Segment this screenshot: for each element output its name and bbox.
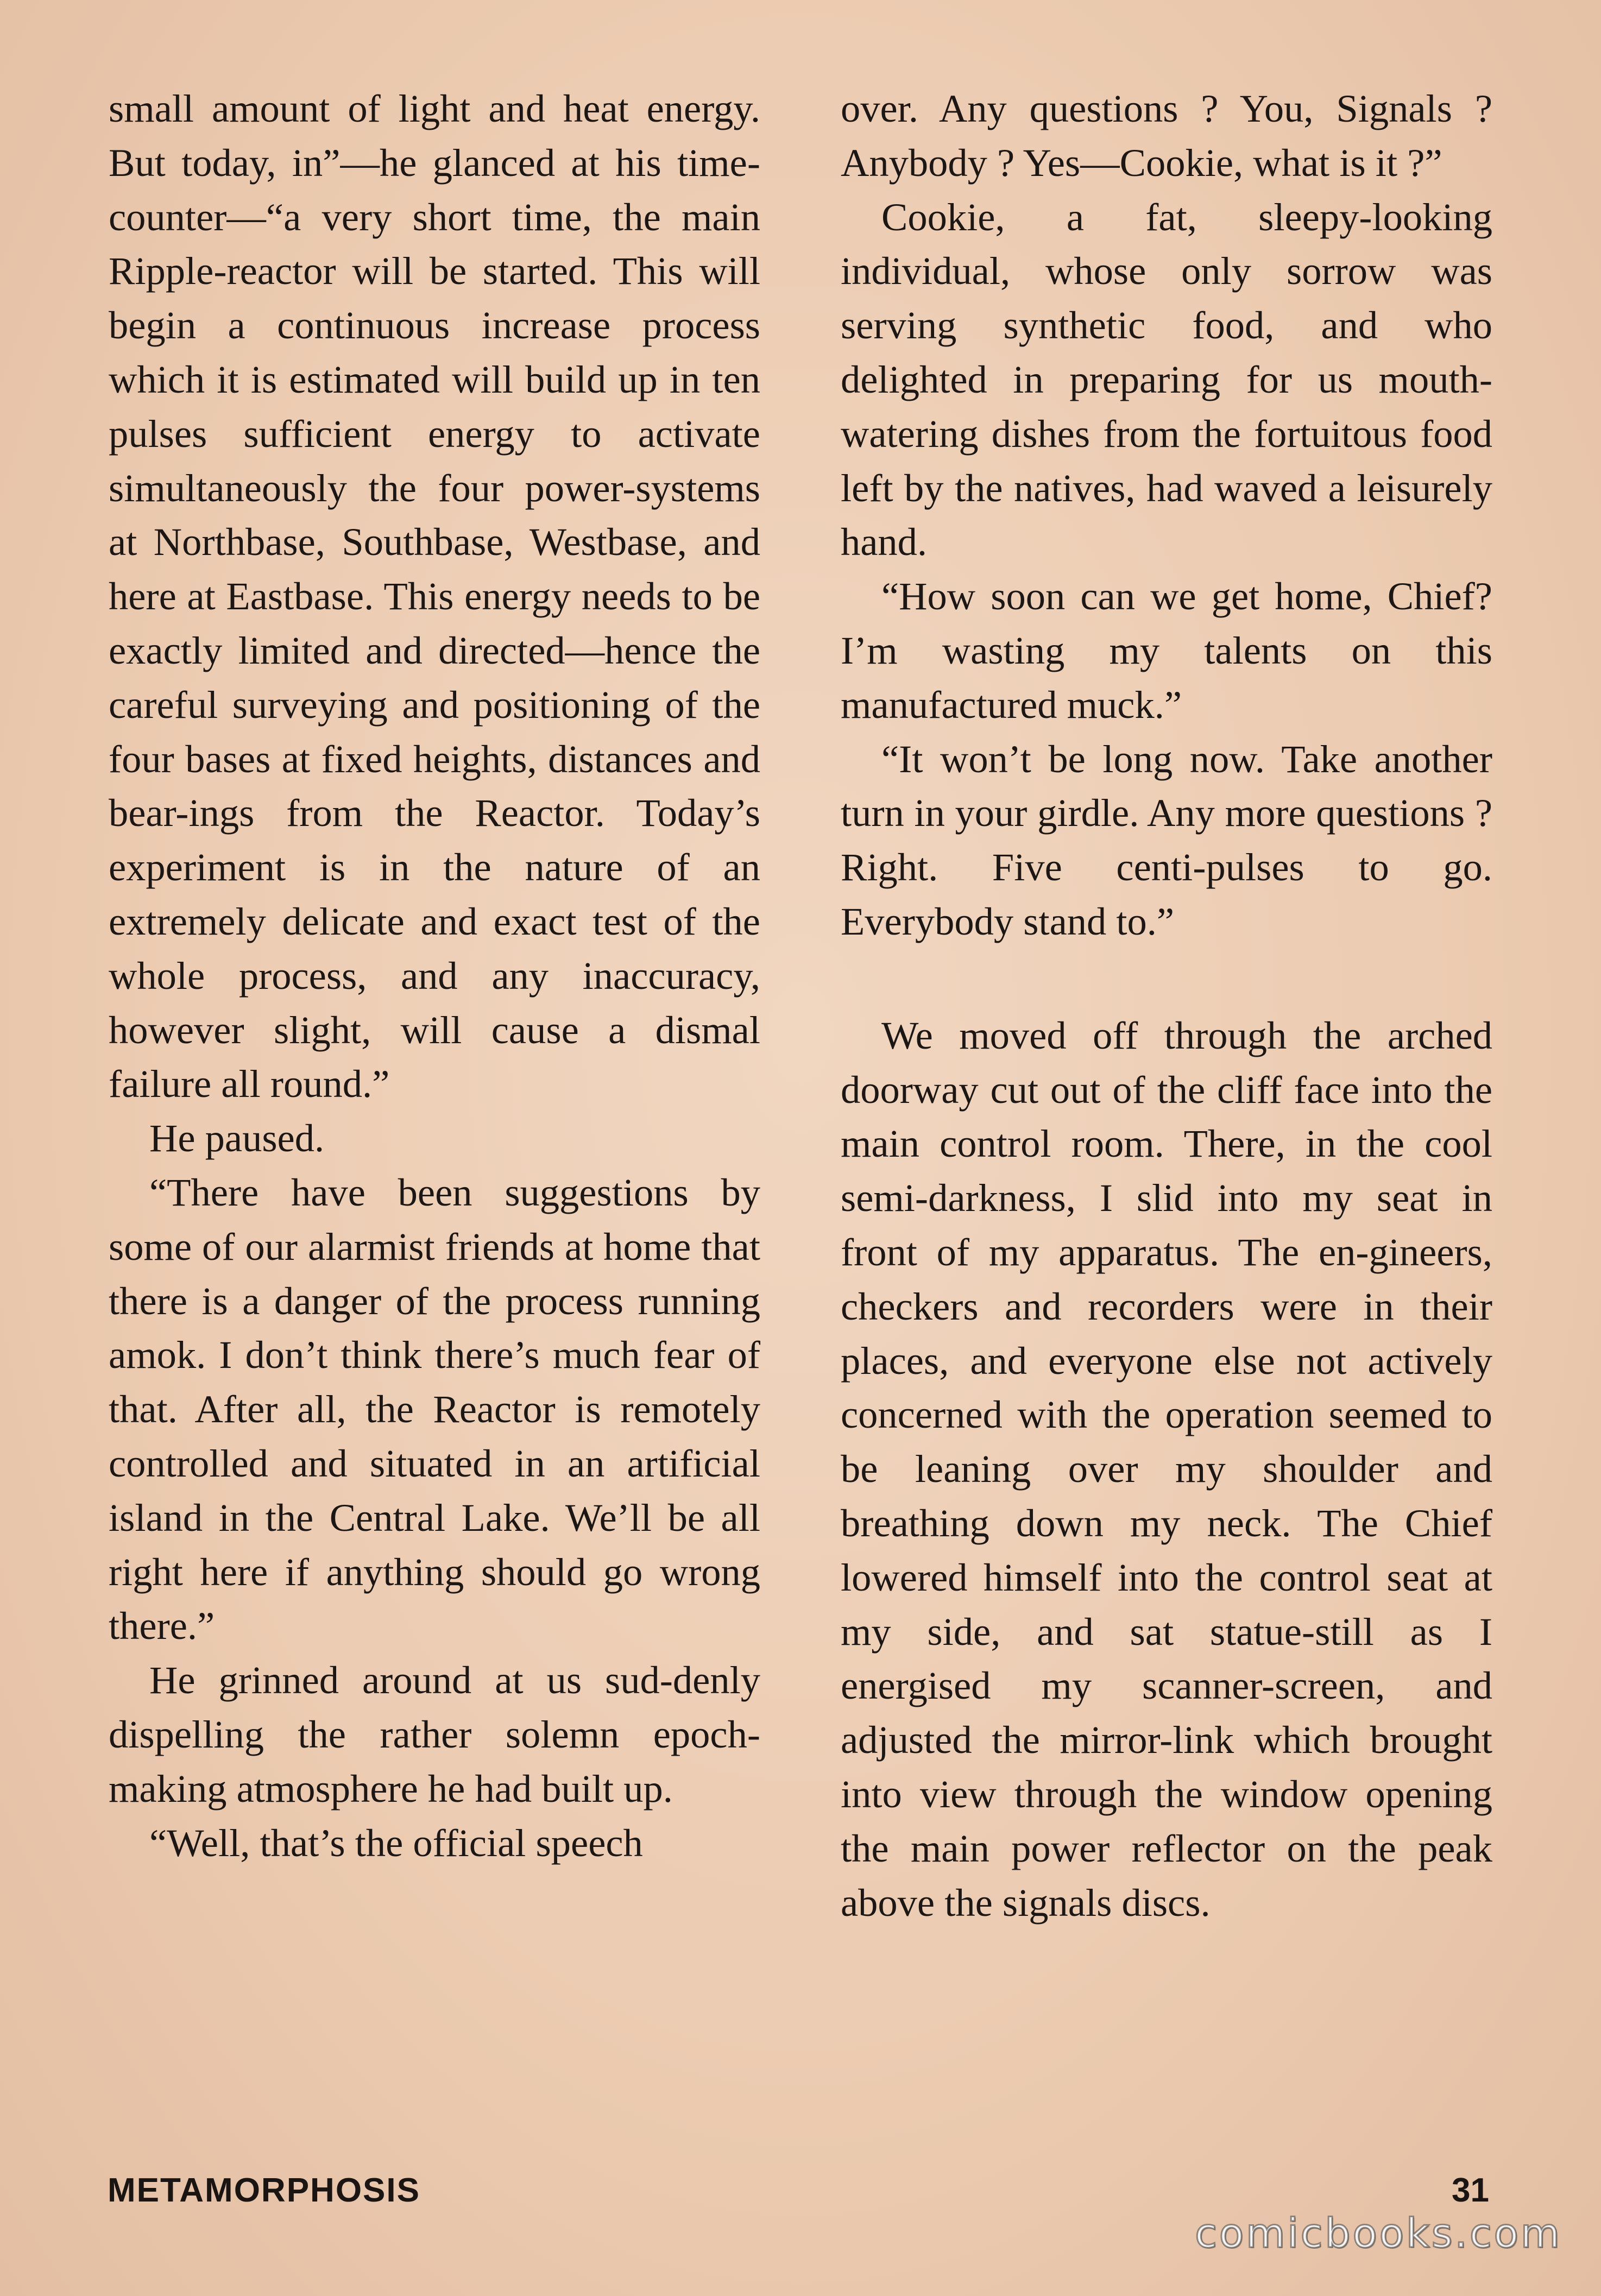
left-text-column <box>109 81 760 1870</box>
paragraph: small amount of light and heat energy. But today, in”—he glanced at his time-counter—“a very short time, the main Ripple-reactor will be started. This will begin a continuous increase process which it is estimated will build up in ten pulses sufficient energy to activate simultaneously the four power-systems at Northbase, Southbase, Westbase, and here at Eastbase. This energy needs to be exactly limited and directed—hence the careful surveying and positioning of the four bases at fixed heights, distances and bear-ings from the Reactor. Today’s experiment is in the nature of an extremely delicate and exact test of the whole process, and any inaccuracy, however slight, will cause a dismal failure all round.” <box>109 86 760 1106</box>
paragraph: “It won’t be long now. Take another turn in your girdle. Any more questions ? Right. Five centi-pulses to go. Everybody stand to.” <box>841 736 1492 943</box>
paragraph: He grinned around at us sud-denly dispelling the rather solemn epoch-making atmosphere he had built up. <box>109 1658 760 1811</box>
paragraph: Cookie, a fat, sleepy-looking individual, whose only sorrow was serving synthetic food, and who delighted in preparing for us mouth-watering dishes from the fortuitous food left by the natives, had waved a leisurely hand. <box>841 194 1492 564</box>
paragraph: “There have been suggestions by some of our alarmist friends at home that there is a danger of the process running amok. I don’t think there’s much fear of that. After all, the Reactor is remotely controlled and situated in an artificial island in the Central Lake. We’ll be all right here if anything should go wrong there.” <box>109 1170 760 1648</box>
running-footer-title: METAMORPHOSIS <box>108 2172 420 2209</box>
paragraph: “Well, that’s the official speech <box>149 1820 643 1865</box>
paragraph: We moved off through the arched doorway cut out of the cliff face into the main control room. There, in the cool semi-darkness, I slid into my seat in front of my apparatus. The en-gineers, checkers and recorders were in their places, and everyone else not actively concerned with the operation seemed to be leaning over my shoulder and breathing down my neck. The Chief lowered himself into the control seat at my side, and sat statue-still as I energised my scanner-screen, and adjusted the mirror-link which brought into view through the window opening the main power reflector on the peak above the signals discs. <box>841 1013 1492 1925</box>
right-text-column <box>841 81 1492 1929</box>
page-number: 31 <box>1452 2172 1489 2209</box>
paragraph: He paused. <box>149 1116 325 1160</box>
paragraph: “How soon can we get home, Chief? I’m wasting my talents on this manufactured muck.” <box>841 574 1492 727</box>
watermark: comicbooks.com <box>1195 2210 1562 2257</box>
paragraph: over. Any questions ? You, Signals ? Anybody ? Yes—Cookie, what is it ?” <box>841 86 1492 185</box>
